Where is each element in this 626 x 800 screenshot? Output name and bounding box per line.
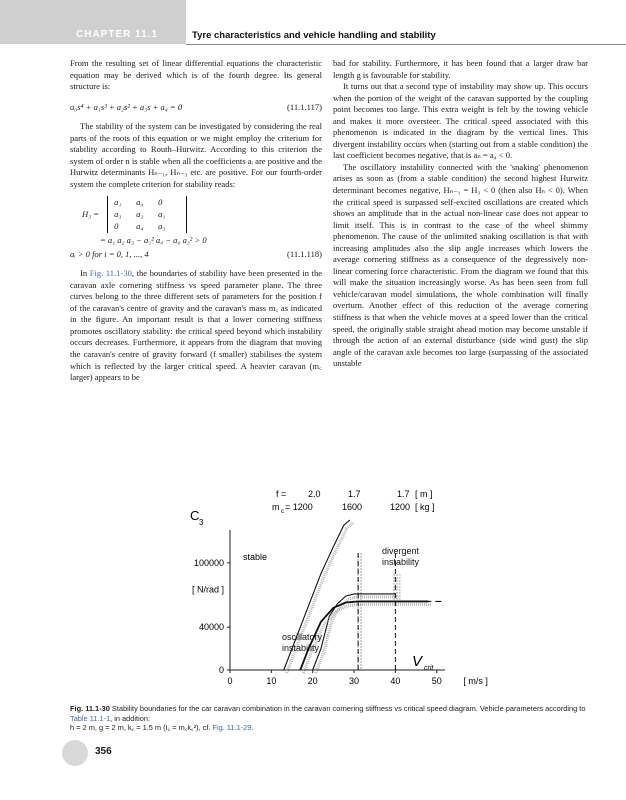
x-tick-label: 10 [266, 676, 277, 686]
param-f-value: 1.7 [348, 489, 361, 499]
param-m-subscript: c [281, 509, 284, 515]
matrix-cell: a₃ [158, 220, 166, 231]
annotation-oscillatory: oscillatory instability [282, 632, 323, 653]
paragraph: bad for stability. Furthermore, it has been found that a larger draw bar length g is favourable for stability. [333, 58, 588, 80]
vcrit-subscript: crit [424, 665, 434, 672]
caption-text: Stability boundaries for the car caravan combination in the caravan cornering stiffness vs critical speed diagram. Vehicle parameters according to [109, 704, 586, 713]
caption-end: . [251, 723, 254, 732]
figure-link-2[interactable]: Fig. 11.1-29 [212, 723, 252, 732]
table-link[interactable]: Table 11.1-1 [70, 713, 111, 723]
figure-link[interactable]: Fig. 11.1-30 [89, 268, 132, 279]
matrix-cell: a₁ [114, 197, 122, 208]
matrix-cell: a₃ [114, 209, 122, 220]
c3-subscript: 3 [199, 518, 204, 527]
header-rule [186, 44, 626, 45]
paragraph: It turns out that a second type of instability may show up. This occurs when the portion of the weight of the caravan supported by the coupling point becomes too large. This extra weight is felt by the towing vehicle and makes it more oversteer. The critical speed associated with this phenomenon is indicated in the diagram by the vertical lines. This divergent instability occurs when (starting out from a stable condition) the last coefficient becomes negative, that is aₙ = a₄ < 0. [333, 81, 588, 161]
c3-label: C [190, 508, 200, 523]
equation-11-1-117 [70, 102, 322, 114]
page-number-badge [62, 740, 88, 766]
x-tick-label: 20 [307, 676, 318, 686]
equation-11-1-118 [70, 249, 322, 261]
tick-group [192, 558, 488, 686]
annotation-stable: stable [243, 552, 268, 562]
x-tick-label: 30 [349, 676, 360, 686]
equation-number: (11.1.117) [287, 101, 322, 112]
paragraph-text: , the boundaries of stability have been presented in the caravan axle cornering stiffness vs speed parameter plane. The three curves belong to the three different sets of parameters for the position f of the caravan's centre of gravity and the caravan's mass m꜀ as indicated in the figure. An important result is that a lower cornering stiffness promotes oscillatory stability: the critical speed beyond which instability occurs decreases. Furthermore, it appears from the diagram that moving the caravan's centre of gravity forward (f smaller) stabilises the system which is reflected by the larger critical speed. A heavier caravan (m꜀ larger) appears to be [70, 268, 323, 383]
matrix-row [114, 197, 180, 209]
param-f-label: f = [276, 489, 287, 499]
vcrit-label: V [412, 653, 423, 670]
param-f-value: 2.0 [308, 489, 321, 499]
matrix-cell: a₀ [136, 197, 144, 208]
x-tick-label: 50 [431, 676, 442, 686]
chapter-label: CHAPTER 11.1 [76, 29, 159, 40]
matrix-row [114, 209, 180, 221]
stability-chart [150, 484, 490, 699]
param-f-units: [ m ] [415, 489, 433, 499]
matrix-body [107, 196, 187, 233]
y-tick-label: 40000 [198, 622, 224, 633]
equation-text: aᵢ > 0 for i = 0, 1, ..., 4 [70, 248, 149, 259]
param-m-value: = 1200 [285, 502, 313, 512]
paragraph-lead: In [80, 268, 90, 279]
paragraph: The stability of the system can be investigated by considering the real parts of the roots of this equation or we might employ the criterium for stability according to Routh–Hurwitz. According to this criterion the system of order n is stable when all the coefficients aᵢ are positive and the Hurwitz determinants Hₙ₋₁, Hₙ₋₃ etc. are positive. For our fourth-order system the complete criterion for stability reads: [70, 121, 322, 189]
y-tick-label: 0 [218, 665, 224, 675]
matrix-row [114, 221, 180, 233]
equation-text: a₀s⁴ + a₁s³ + a₂s² + a₃s + a₄ = 0 [70, 101, 183, 112]
param-f-value: 1.7 [397, 489, 410, 499]
matrix-cell: 0 [158, 197, 163, 208]
annotation-oscillatory-wrap [282, 632, 344, 660]
caption-text-2: , in addition: [110, 713, 150, 723]
matrix-cell: 0 [114, 220, 119, 231]
hurwitz-matrix [82, 196, 322, 233]
caption-line-2: h = 2 m, g = 2 m, k꜀ = 1.5 m (I꜀ = m꜀k꜀²), cf. [70, 723, 213, 732]
x-units-label: [ m/s ] [463, 676, 488, 686]
caption-label: Fig. 11.1-30 [70, 704, 110, 713]
param-m-value: 1200 [390, 502, 411, 512]
y-tick-label: 100000 [193, 557, 224, 568]
annotation-divergent: divergent instability [382, 546, 420, 567]
figure-caption [70, 704, 590, 733]
matrix-lhs: H₃ = [82, 209, 100, 220]
paragraph: From the resulting set of linear differential equations the characteristic equation may be derived which is of the fourth degree. Its general structure is: [70, 58, 322, 92]
paragraph [70, 268, 322, 383]
right-column [333, 58, 588, 370]
y-tick-label: [ N/rad ] [191, 584, 224, 595]
x-tick-label: 40 [390, 676, 401, 686]
paragraph: The oscillatory instability connected with the 'snaking' phenomenon arises as soon as (from a stable condition) the second highest Hurwitz determinant becomes negative, Hₙ₋₁ = H₃ < 0 (then also Hₙ < 0). When the critical speed is surpassed self-excited oscillations are created which shows an amplitude that in the actual non-linear case does not appear to limit itself. This is in contrast to the case of the wheel shimmy phenomenon. The cause of the unlimited snaking oscillation is that with increasing amplitudes also the slip angle increases which lowers the average cornering stiffness as a consequence of the degressively non-linear cornering force characteristic. From the diagram we found that this will make the situation increasingly worse. As has been seen from full vehicle/caravan model simulations, the whole combination will finally overturn. Another effect of this reduction of the average cornering stiffness is that when the vehicle moves at a speed lower than the critical speed, the originally stable straight ahead motion may become unstable if through the action of an external disturbance (side wind gust) the slip angle of the caravan axle becomes too large (surpassing of the associated unstable [333, 161, 588, 369]
param-m-units: [ kg ] [415, 502, 435, 512]
page-number: 356 [95, 746, 112, 757]
determinant-expansion: = a₁ a₂ a₃ − a₁² a₄ − a₀ a₃² > 0 [100, 235, 207, 246]
matrix-cell: a₁ [158, 209, 166, 220]
param-m-value: 1600 [342, 502, 363, 512]
annotation-divergent-wrap [382, 546, 444, 574]
x-tick-label: 0 [227, 676, 233, 686]
param-m-label: m [272, 502, 280, 512]
matrix-cell: a₂ [136, 209, 144, 220]
divergent-hatch [356, 552, 363, 670]
matrix-cell: a₄ [136, 220, 144, 231]
left-column [70, 58, 322, 384]
chapter-title: Tyre characteristics and vehicle handling and stability [192, 30, 436, 41]
equation-number: (11.1.118) [287, 248, 322, 259]
